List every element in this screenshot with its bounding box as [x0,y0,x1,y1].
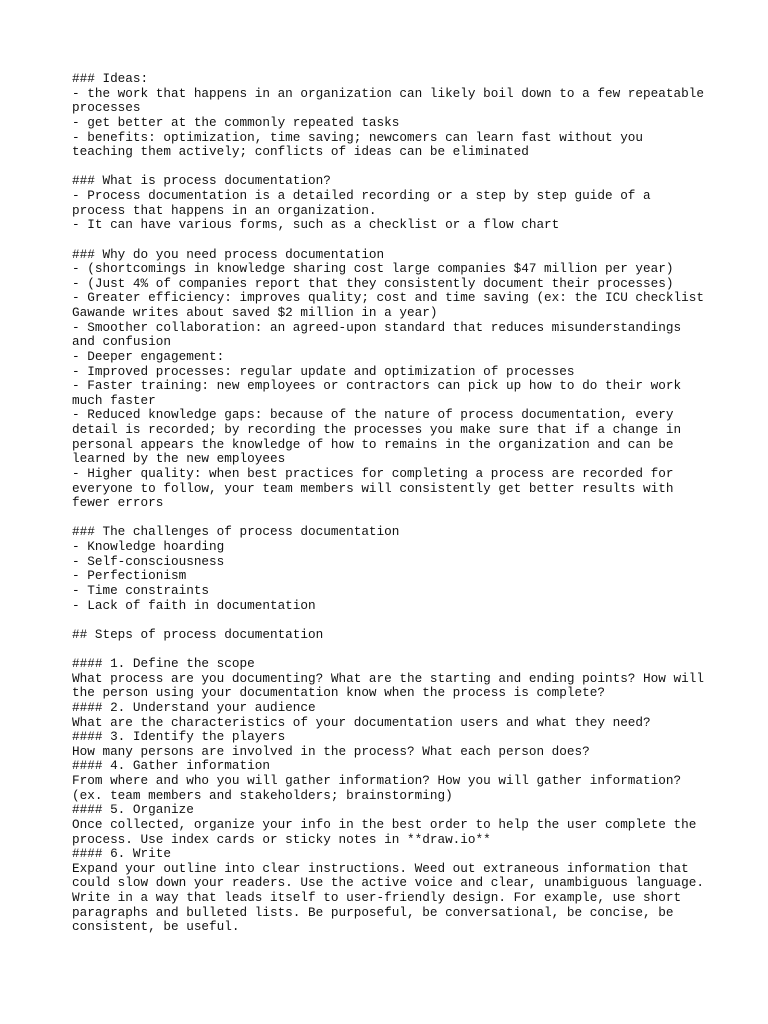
blank-line [72,233,712,248]
blank-line [72,511,712,526]
bullet-item: - Self-consciousness [72,553,225,569]
step-heading: #### 3. Identify the players [72,729,286,745]
text-line: and confusion [72,334,171,350]
text-line: processes [72,100,141,116]
bullet-item: - Knowledge hoarding [72,539,225,554]
text-line: personal appears the knowledge of how to remains in the organization and can be [72,436,674,452]
bullet-item: - Process documentation is a detailed recording or a step by step guide of a [72,188,651,203]
text-line: Once collected, organize your info in the best order to help the user complete the [72,816,697,832]
bullet-item: - (Just 4% of companies report that they consistently document their processes) [72,275,674,291]
text-line: Expand your outline into clear instructions. Weed out extraneous information that [72,860,689,876]
step-heading: #### 4. Gather information [72,758,270,774]
text-line: From where and who you will gather information? How you will gather information? [72,773,682,788]
text-line: teaching them actively; conflicts of ideas can be eliminated [72,144,529,160]
bullet-item: - Time constraints [72,582,210,598]
text-line: much faster [72,392,156,408]
text-line: learned by the new employees [72,451,286,467]
bullet-item: - Improved processes: regular update and optimization of processes [72,363,575,379]
bullet-item: - Higher quality: when best practices for completing a process are recorded for [72,465,674,481]
bullet-item: - benefits: optimization, time saving; newcomers can learn fast without you [72,129,644,145]
text-line: everyone to follow, your team members will consistently get better results with [72,480,674,496]
bullet-item: - Greater efficiency: improves quality; cost and time saving (ex: the ICU checklist [72,290,704,306]
text-line: could slow down your readers. Use the active voice and clear, unambiguous language. [72,875,704,891]
text-line: the person using your documentation know when the process is complete? [72,685,605,701]
bullet-item: - Lack of faith in documentation [72,597,316,613]
bullet-item: - Faster training: new employees or contractors can pick up how to do their work [72,378,682,394]
bullet-item: - It can have various forms, such as a checklist or a flow chart [72,217,560,233]
text-line: fewer errors [72,495,164,511]
bullet-item: - (shortcomings in knowledge sharing cost large companies $47 million per year) [72,261,674,277]
step-heading: #### 5. Organize [72,802,194,818]
text-line: Gawande writes about saved $2 million in a year) [72,305,438,320]
section-heading: ### Ideas: [72,71,149,86]
document-body [72,72,712,935]
chapter-heading: ## Steps of process documentation [72,626,324,642]
blank-line [72,642,712,657]
text-line: detail is recorded; by recording the processes you make sure that if a change in [72,422,682,437]
step-heading: #### 6. Write [72,846,171,862]
bullet-item: - Perfectionism [72,568,187,584]
bullet-item: - get better at the commonly repeated tasks [72,114,400,130]
bullet-item: - the work that happens in an organization can likely boil down to a few repeatable [72,85,704,101]
section-heading: ### Why do you need process documentation [72,246,385,262]
text-line: paragraphs and bulleted lists. Be purposeful, be conversational, be concise, be [72,904,674,920]
blank-line [72,160,712,175]
text-line: How many persons are involved in the process? What each person does? [72,743,590,759]
section-heading: ### The challenges of process documentation [72,524,400,540]
bullet-item: - Reduced knowledge gaps: because of the nature of process documentation, every [72,407,674,423]
text-line: process. Use index cards or sticky notes in **draw.io** [72,831,491,847]
step-heading: #### 1. Define the scope [72,656,255,671]
text-line: process that happens in an organization. [72,202,377,218]
step-heading: #### 2. Understand your audience [72,699,316,715]
text-line: Write in a way that leads itself to user-friendly design. For example, use short [72,890,682,905]
bullet-item: - Deeper engagement: [72,348,225,364]
section-heading: ### What is process documentation? [72,173,331,189]
blank-line [72,613,712,628]
text-line: consistent, be useful. [72,919,240,935]
bullet-item: - Smoother collaboration: an agreed-upon standard that reduces misunderstandings [72,319,682,335]
text-line: What process are you documenting? What are the starting and ending points? How will [72,670,704,686]
text-line: (ex. team members and stakeholders; brainstorming) [72,787,453,803]
text-line: What are the characteristics of your documentation users and what they need? [72,714,651,730]
